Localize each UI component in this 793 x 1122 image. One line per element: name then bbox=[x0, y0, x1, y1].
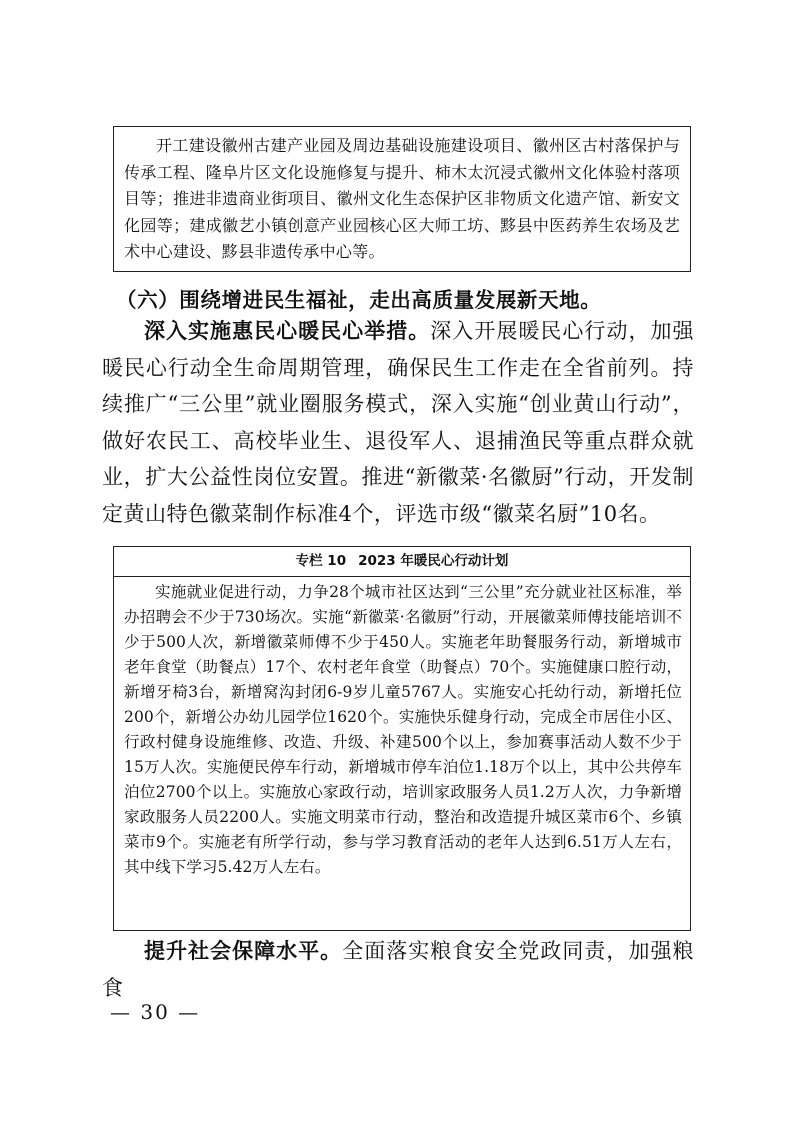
column-text: 实施就业促进行动，力争28个城市社区达到“三公里”充分就业社区标准，举办招聘会不少于730场次。实施“新徽菜·名徽厨”行动，开展徽菜师傅技能培训不少于500人次，新增徽菜师傅不少于450人。实施老年助餐服务行动，新增城市老年食堂（助餐点）17个、农村老年食堂（助餐点）70个。实施健康口腔行动，新增牙椅3台，新增窝沟封闭6-9岁儿童5767人。实施安心托幼行动，新增托位200个，新增公办幼儿园学位1620个。实施快乐健身行动，完成全市居住小区、行政村健身设施维修、改造、升级、补建500个以上，参加赛事活动人数不少于15万人次。实施便民停车行动，新增城市停车泊位1.18万个以上，其中公共停车泊位2700个以上。实施放心家政行动，培训家政服务人员1.2万人次，力争新增家政服务人员2200人。实施文明菜市行动，整治和改造提升城区菜市6个、乡镇菜市9个。实施老有所学行动，参与学习教育活动的老年人达到6.51万人左右，其中线下学习5.42万人左右。 bbox=[124, 583, 682, 876]
column-box bbox=[113, 546, 691, 931]
paragraph-social-security bbox=[102, 933, 694, 1006]
column-heading: 2023 年暖民心行动计划 bbox=[358, 553, 509, 569]
project-list-text: 开工建设徽州古建产业园及周边基础设施建设项目、徽州区古村落保护与传承工程、隆阜片区文化设施修复与提升、柿木太沉浸式徽州文化体验村落项目等；推进非遗商业街项目、徽州文化生态保护区非物质文化遗产馆、新安文化园等；建成徽艺小镇创意产业园核心区大师工坊、黟县中医药养生农场及艺术中心建设、黟县非遗传承中心等。 bbox=[124, 136, 680, 261]
paragraph-lead: 提升社会保障水平。 bbox=[144, 939, 343, 963]
paragraph-body: 全面落实粮食安全党政同责，加强粮食 bbox=[102, 939, 694, 1000]
column-title bbox=[114, 547, 690, 577]
paragraph-body: 深入开展暖民心行动，加强暖民心行动全生命周期管理，确保民生工作走在全省前列。持续推广“三公里”就业圈服务模式，深入实施“创业黄山行动”，做好农民工、高校毕业生、退役军人、退捕渔民等重点群众就业，扩大公益性岗位安置。推进“新徽菜·名徽厨”行动，开发制定黄山特色徽菜制作标准4个，评选市级“徽菜名厨”10名。 bbox=[102, 319, 695, 526]
section-heading: （六）围绕增进民生福祉，走出高质量发展新天地。 bbox=[116, 288, 602, 312]
paragraph-lead: 深入实施惠民心暖民心举措。 bbox=[144, 319, 431, 343]
column-label: 专栏 10 bbox=[295, 553, 347, 569]
page-number: — 30 — bbox=[110, 1000, 201, 1024]
project-list-box bbox=[113, 126, 691, 272]
paragraph-livelihood bbox=[102, 313, 694, 532]
